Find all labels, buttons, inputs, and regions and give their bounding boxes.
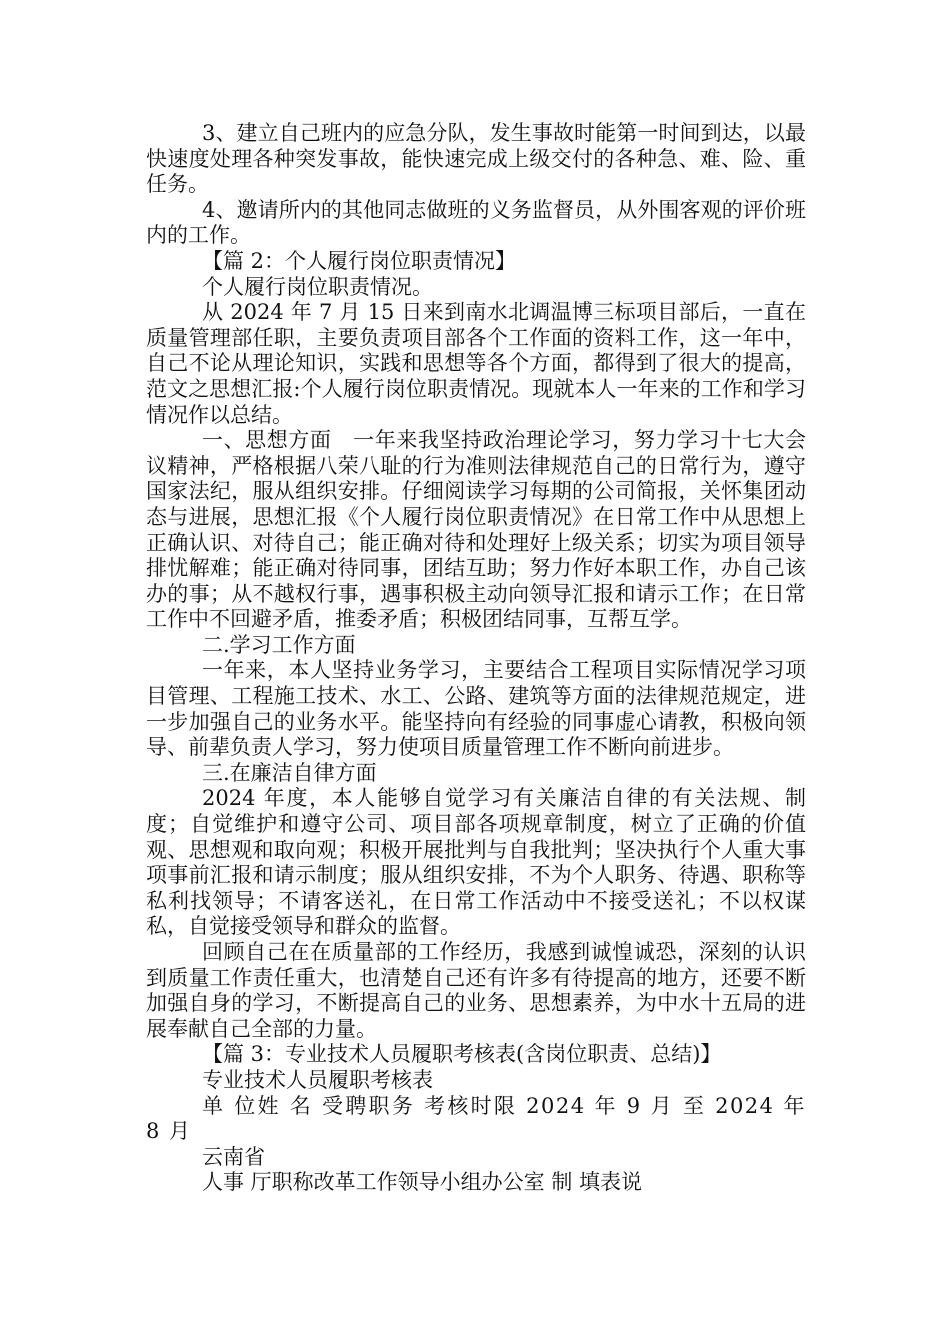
subheading-integrity: 三.在廉洁自律方面 — [202, 760, 377, 785]
paragraph-review: 回顾自己在在质量部的工作经历，我感到诚惶诚恐，深刻的认识到质量工作责任重大，也清楚自己还有许多有待提高的地方，还要不断加强自身的学习，不断提高自己的业务、思想素养，为中水十五局的进展奉献自己全部的力量。 — [146, 940, 806, 1041]
paragraph-thought: 一、思想方面 一年来我坚持政治理论学习，努力学习十七大会议精神，严格根据八荣八耻的行为准则法律规范自己的日常行为，遵守国家法纪，服从组织安排。仔细阅读学习每期的公司简报，关怀集团动态与进展，思想汇报《个人履行岗位职责情况》在日常工作中从思想上正确认识、对待自己；能正确对待和处理好上级关系；切实为项目领导排忧解难；能正确对待同事，团结互助；努力作好本职工作，办自己该办的事；从不越权行事，遇事积极主动向领导汇报和请示工作；在日常工作中不回避矛盾，推委矛盾；积极团结同事，互帮互学。 — [146, 428, 806, 632]
section-heading-part2: 【篇 2：个人履行岗位职责情况】 — [202, 248, 517, 273]
subheading-study: 二.学习工作方面 — [202, 632, 356, 657]
form-title: 专业技术人员履职考核表 — [202, 1067, 433, 1092]
form-province: 云南省 — [202, 1144, 265, 1169]
paragraph-study: 一年来，本人坚持业务学习，主要结合工程项目实际情况学习项目管理、工程施工技术、水工、公路、建筑等方面的法律规范规定，进一步加强自己的业务水平。能坚持向有经验的同事虚心请教，积极向领导、前辈负责人学习，努力使项目质量管理工作不断向前进步。 — [146, 658, 806, 760]
form-issuer: 人事 厅职称改革工作领导小组办公室 制 填表说 — [202, 1170, 643, 1195]
section-subtitle: 个人履行岗位职责情况。 — [202, 274, 433, 299]
paragraph-integrity: 2024 年度，本人能够自觉学习有关廉洁自律的有关法规、制度；自觉维护和遵守公司、项目部各项规章制度，树立了正确的价值观、思想观和取向观；积极开展批判与自我批判；坚决执行个人重大事项事前汇报和请示制度；服从组织安排，不为个人职务、待遇、职称等私利找领导；不请客送礼，在日常工作活动中不接受送礼；不以权谋私，自觉接受领导和群众的监督。 — [146, 786, 806, 939]
paragraph-intro: 从 2024 年 7 月 15 日来到南水北调温博三标项目部后，一直在质量管理部任职，主要负责项目部各个工作面的资料工作，这一年中，自己不论从理论知识，实践和思想等各个方面，都得到了很大的提高，范文之思想汇报:个人履行岗位职责情况。现就本人一年来的工作和学习情况作以总结。 — [146, 300, 806, 427]
form-fields-line: 单 位姓 名 受聘职务 考核时限 2024 年 9 月 至 2024 年 8 月 — [146, 1093, 806, 1144]
section-heading-part3: 【篇 3：专业技术人员履职考核表(含岗位职责、总结)】 — [202, 1042, 722, 1067]
paragraph-item-3: 3、建立自己班内的应急分队，发生事故时能第一时间到达，以最快速度处理各种突发事故，能快速完成上级交付的各种急、难、险、重任务。 — [146, 121, 806, 197]
document-page — [146, 121, 806, 1196]
paragraph-item-4: 4、邀请所内的其他同志做班的义务监督员，从外围客观的评价班内的工作。 — [146, 197, 806, 248]
